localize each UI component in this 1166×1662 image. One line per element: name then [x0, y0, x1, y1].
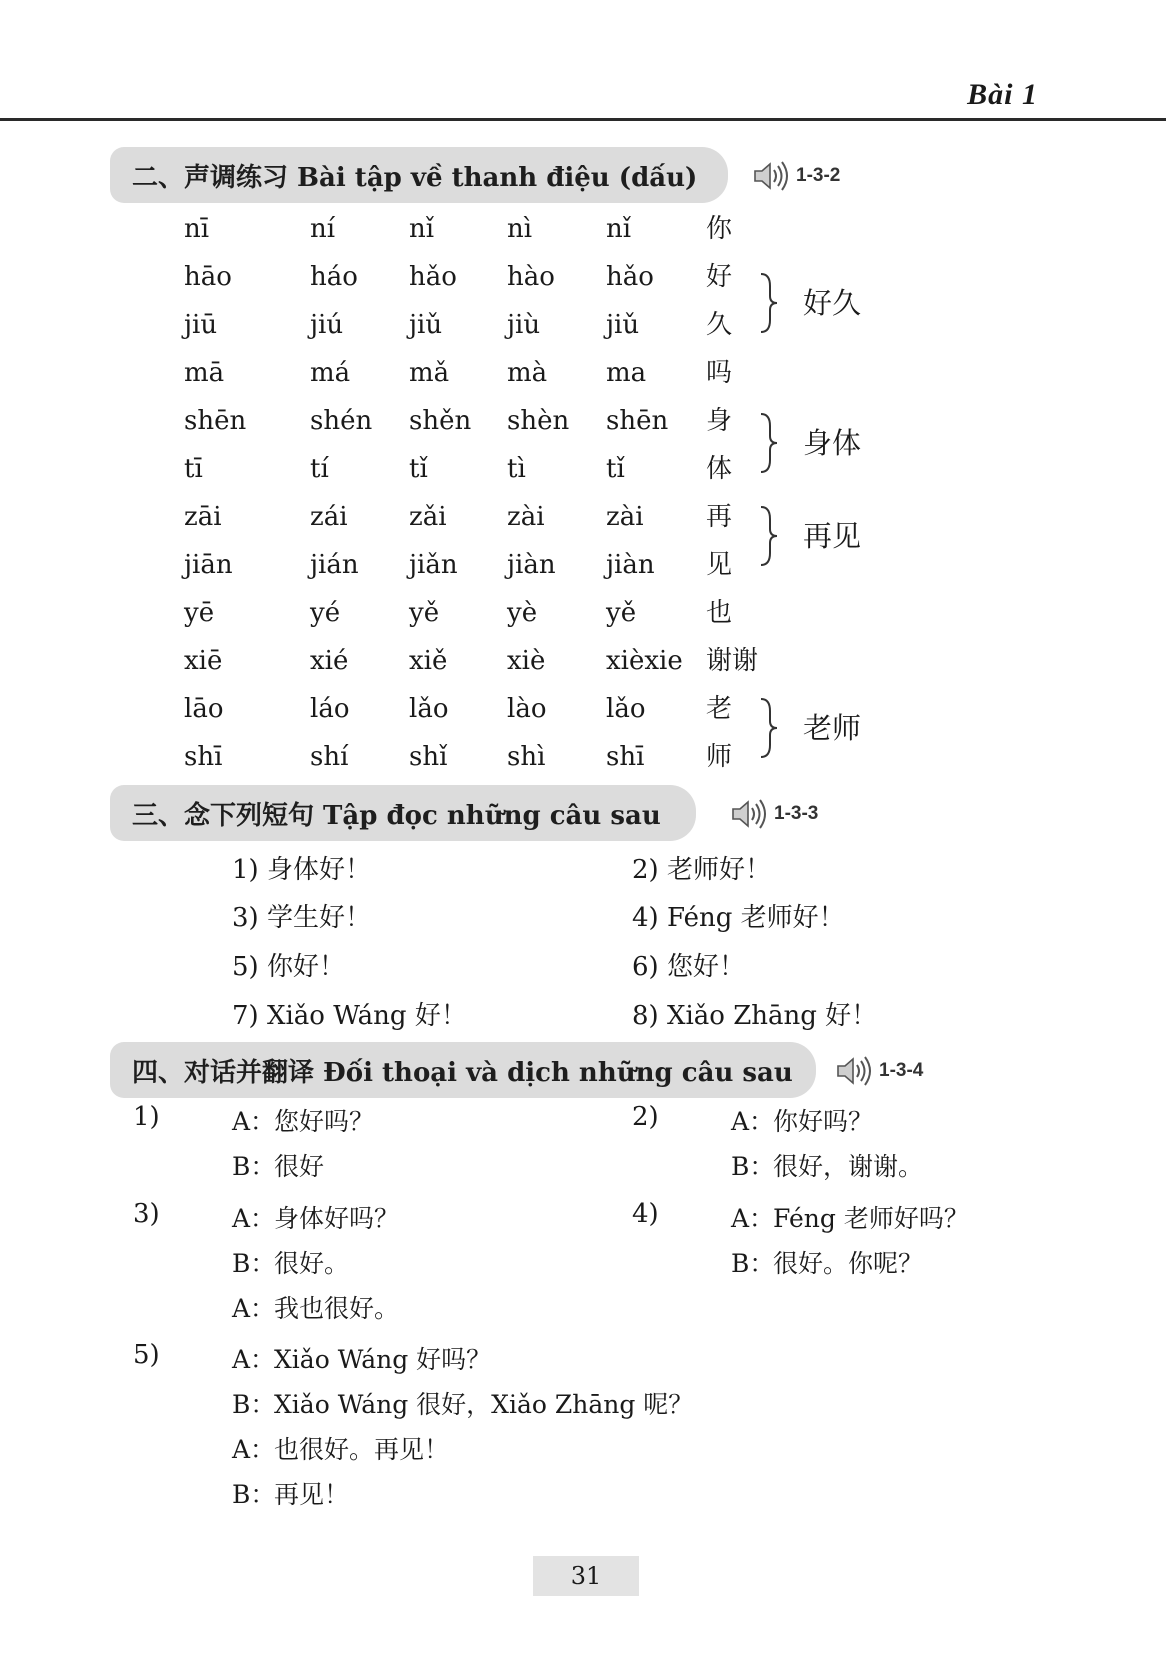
tone-syllable: nǐ [606, 214, 632, 244]
tone-syllable: mǎ [409, 358, 450, 388]
tone-syllable: láo [310, 694, 350, 724]
tone-hanzi: 吗 [706, 358, 733, 388]
dialogue-line [731, 1147, 923, 1183]
dialogue-line [232, 1244, 349, 1280]
speaker-label: A： [731, 1107, 775, 1136]
brace-icon [758, 505, 780, 567]
section-2-title: 二、声调练习 Bài tập về thanh điệu (dấu) [132, 162, 698, 193]
dialogue-line [232, 1102, 374, 1138]
tone-syllable: tī [184, 454, 203, 484]
tone-syllable: jiàn [507, 550, 556, 580]
tone-syllable: xiē [184, 646, 223, 676]
tone-hanzi: 也 [706, 598, 733, 628]
brace-icon [758, 412, 780, 474]
section-4-title: 四、对话并翻译 Đối thoại và dịch những câu sau [132, 1057, 793, 1088]
speaker-label: A： [232, 1107, 276, 1136]
speaker-label: B： [731, 1249, 775, 1278]
word-haojiu: 好久 [803, 286, 862, 320]
dialogue-line [731, 1199, 969, 1235]
tone-syllable: jiǔ [606, 310, 640, 340]
section-2-header [110, 147, 728, 203]
speaker-label: A： [232, 1345, 276, 1374]
tone-syllable: jiú [310, 310, 344, 340]
tone-row [184, 349, 784, 397]
audio-code: 1-3-4 [879, 1060, 924, 1081]
tone-syllable: ma [606, 358, 647, 388]
dialogue-number: 3) [133, 1199, 160, 1229]
dialogue-text: 很好。 [274, 1249, 350, 1278]
speaker-label: A： [232, 1204, 276, 1233]
tone-syllable: lào [507, 694, 547, 724]
tone-syllable: lǎo [606, 694, 646, 724]
page-number: 31 [570, 1562, 602, 1590]
tone-syllable: jián [310, 550, 359, 580]
tone-syllable: shǐ [409, 742, 448, 772]
lesson-tag: Bài 1 [967, 78, 1038, 111]
dialogue-text: 身体好吗？ [274, 1204, 400, 1233]
speaker-label: A： [232, 1294, 276, 1323]
tone-hanzi: 好 [706, 262, 733, 292]
tone-syllable: hào [507, 262, 555, 292]
tone-hanzi: 身 [706, 406, 733, 436]
reading-item: 2) 老师好！ [632, 855, 771, 885]
tone-syllable: shì [507, 742, 546, 772]
section-4-audio[interactable] [835, 1055, 923, 1087]
tone-syllable: jiǔ [409, 310, 443, 340]
tone-row [184, 301, 784, 349]
brace-icon [758, 272, 780, 334]
tone-syllable: shēn [606, 406, 669, 436]
tone-syllable: nǐ [409, 214, 435, 244]
tone-row [184, 445, 784, 493]
speaker-icon [835, 1055, 875, 1087]
dialogue-number: 5) [133, 1340, 160, 1370]
tone-syllable: xièxie [606, 646, 683, 676]
tone-syllable: mā [184, 358, 225, 388]
tone-syllable: shēn [184, 406, 247, 436]
tone-syllable: yě [409, 598, 440, 628]
tone-syllable: tì [507, 454, 526, 484]
dialogue-line [731, 1244, 923, 1280]
tone-syllable: shén [310, 406, 373, 436]
dialogue-line [232, 1289, 399, 1325]
dialogue-line [232, 1385, 693, 1421]
speaker-label: B： [232, 1480, 276, 1509]
dialogue-text: 您好吗？ [274, 1107, 375, 1136]
dialogue-line [232, 1475, 349, 1511]
section-3-header [110, 785, 696, 841]
speaker-label: B： [232, 1249, 276, 1278]
tone-row [184, 397, 784, 445]
tone-syllable: shī [184, 742, 223, 772]
speaker-label: B： [731, 1152, 775, 1181]
tone-syllable: shèn [507, 406, 570, 436]
section-2-audio[interactable] [752, 160, 840, 192]
tone-row [184, 205, 784, 253]
speaker-label: A： [232, 1435, 276, 1464]
tone-hanzi: 见 [706, 550, 733, 580]
tone-row [184, 637, 784, 685]
tone-syllable: zài [507, 502, 545, 532]
brace-icon [758, 697, 780, 759]
dialogue-text: 很好 [274, 1152, 325, 1181]
tone-syllable: nī [184, 214, 210, 244]
reading-item: 4) Féng 老师好！ [632, 903, 845, 933]
tone-syllable: ní [310, 214, 336, 244]
tone-syllable: shěn [409, 406, 472, 436]
tone-syllable: tí [310, 454, 329, 484]
tone-syllable: xiě [409, 646, 448, 676]
reading-item: 1) 身体好！ [232, 855, 371, 885]
tone-syllable: yé [310, 598, 341, 628]
dialogue-line [232, 1199, 399, 1235]
tone-syllable: zái [310, 502, 348, 532]
reading-item: 8) Xiǎo Zhāng 好！ [632, 1001, 878, 1031]
dialogue-text: Xiǎo Wáng 很好，Xiǎo Zhāng 呢？ [274, 1390, 694, 1419]
section-3-audio[interactable] [730, 798, 818, 830]
tone-syllable: jiǎn [409, 550, 458, 580]
dialogue-text: 我也很好。 [274, 1294, 400, 1323]
tone-syllable: jiàn [606, 550, 655, 580]
dialogue-line [232, 1340, 491, 1376]
dialogue-number: 4) [632, 1199, 659, 1229]
tone-syllable: zāi [184, 502, 222, 532]
section-3-title: 三、念下列短句 Tập đọc những câu sau [132, 800, 661, 831]
tone-hanzi: 师 [706, 742, 733, 772]
speaker-label: B： [232, 1152, 276, 1181]
reading-item: 6) 您好！ [632, 952, 745, 982]
speaker-label: A： [731, 1204, 775, 1233]
tone-syllable: shī [606, 742, 645, 772]
audio-code: 1-3-2 [796, 165, 841, 186]
dialogue-text: Xiǎo Wáng 好吗？ [274, 1345, 492, 1374]
word-shenti: 身体 [803, 426, 862, 460]
page-number-box [533, 1556, 639, 1596]
tone-syllable: zài [606, 502, 644, 532]
tone-hanzi: 再 [706, 502, 733, 532]
tone-hanzi: 老 [706, 694, 733, 724]
tone-hanzi: 体 [706, 454, 733, 484]
header-rule [0, 118, 1166, 121]
tone-syllable: má [310, 358, 351, 388]
speaker-label: B： [232, 1390, 276, 1419]
dialogue-text: 再见！ [274, 1480, 350, 1509]
tone-syllable: háo [310, 262, 358, 292]
speaker-icon [752, 160, 792, 192]
word-laoshi: 老师 [803, 711, 862, 745]
tone-syllable: jiù [507, 310, 541, 340]
tone-syllable: tǐ [606, 454, 625, 484]
tone-syllable: tǐ [409, 454, 428, 484]
tone-row [184, 253, 784, 301]
tone-syllable: yē [184, 598, 215, 628]
tone-hanzi: 久 [706, 310, 733, 340]
reading-item: 3) 学生好！ [232, 903, 371, 933]
tone-syllable: xiè [507, 646, 546, 676]
tone-syllable: yè [507, 598, 538, 628]
dialogue-line [232, 1430, 449, 1466]
tone-syllable: jiū [184, 310, 218, 340]
dialogue-text: 很好。你呢？ [773, 1249, 924, 1278]
tone-syllable: hǎo [409, 262, 457, 292]
tone-row [184, 541, 784, 589]
tone-hanzi: 你 [706, 214, 733, 244]
reading-item: 5) 你好！ [232, 952, 345, 982]
dialogue-text: Féng 老师好吗？ [773, 1204, 969, 1233]
dialogue-number: 2) [632, 1102, 659, 1132]
dialogue-text: 很好，谢谢。 [773, 1152, 924, 1181]
dialogue-text: 也很好。再见！ [274, 1435, 450, 1464]
tone-syllable: lǎo [409, 694, 449, 724]
tone-row [184, 589, 784, 637]
word-zaijian: 再见 [803, 519, 862, 553]
tone-row [184, 493, 784, 541]
tone-syllable: shí [310, 742, 349, 772]
tone-syllable: nì [507, 214, 533, 244]
tone-hanzi: 谢谢 [706, 646, 759, 676]
tone-syllable: hāo [184, 262, 232, 292]
tone-syllable: mà [507, 358, 548, 388]
dialogue-number: 1) [133, 1102, 160, 1132]
audio-code: 1-3-3 [774, 803, 819, 824]
tone-syllable: xié [310, 646, 349, 676]
section-4-header [110, 1042, 816, 1098]
tone-syllable: zǎi [409, 502, 447, 532]
tone-syllable: lāo [184, 694, 224, 724]
tone-syllable: jiān [184, 550, 233, 580]
tone-syllable: yě [606, 598, 637, 628]
tone-syllable: hǎo [606, 262, 654, 292]
dialogue-line [731, 1102, 873, 1138]
reading-item: 7) Xiǎo Wáng 好！ [232, 1001, 467, 1031]
dialogue-line [232, 1147, 324, 1183]
speaker-icon [730, 798, 770, 830]
dialogue-text: 你好吗？ [773, 1107, 874, 1136]
tone-row [184, 685, 784, 733]
tone-row [184, 733, 784, 781]
